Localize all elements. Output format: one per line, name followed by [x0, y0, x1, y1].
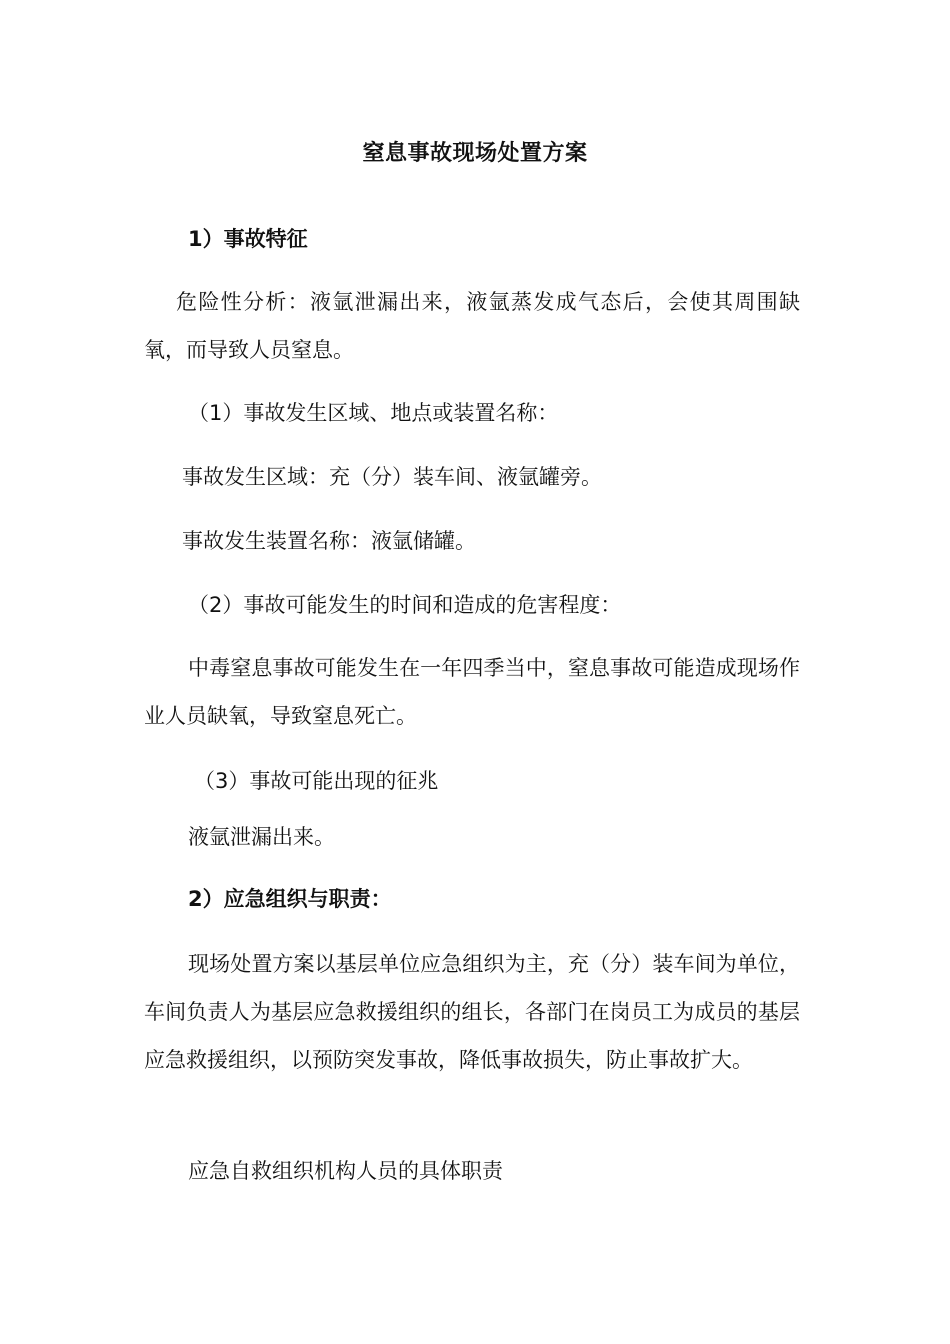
accident-area-text: 事故发生区域：充（分）装车间、液氩罐旁。 [182, 465, 602, 489]
time-severity-paragraph: 中毒窒息事故可能发生在一年四季当中，窒息事故可能造成现场作业人员缺氧，导致窒息死亡。 [144, 656, 800, 728]
item-heading-time-severity: （2）事故可能发生的时间和造成的危害程度： [188, 593, 622, 617]
accident-device-text: 事故发生装置名称：液氩储罐。 [182, 529, 476, 553]
section-heading-emergency-organization: 2）应急组织与职责： [188, 887, 392, 911]
item-heading-warning-signs: （3）事故可能出现的征兆 [194, 769, 439, 793]
page-title: 窒息事故现场处置方案 [362, 141, 588, 166]
emergency-organization-paragraph: 现场处置方案以基层单位应急组织为主，充（分）装车间为单位，车间负责人为基层应急救援组织的组长，各部门在岗员工为成员的基层应急救援组织，以预防突发事故，降低事故损失，防止事故扩大。 [144, 952, 800, 1072]
warning-signs-text: 液氩泄漏出来。 [188, 825, 335, 849]
item-heading-location: （1）事故发生区域、地点或装置名称： [188, 401, 559, 425]
self-rescue-heading: 应急自救组织机构人员的具体职责 [188, 1159, 503, 1183]
hazard-analysis-paragraph: 危险性分析：液氩泄漏出来，液氩蒸发成气态后，会使其周围缺氧，而导致人员窒息。 [144, 290, 800, 362]
section-heading-accident-features: 1）事故特征 [188, 227, 308, 251]
